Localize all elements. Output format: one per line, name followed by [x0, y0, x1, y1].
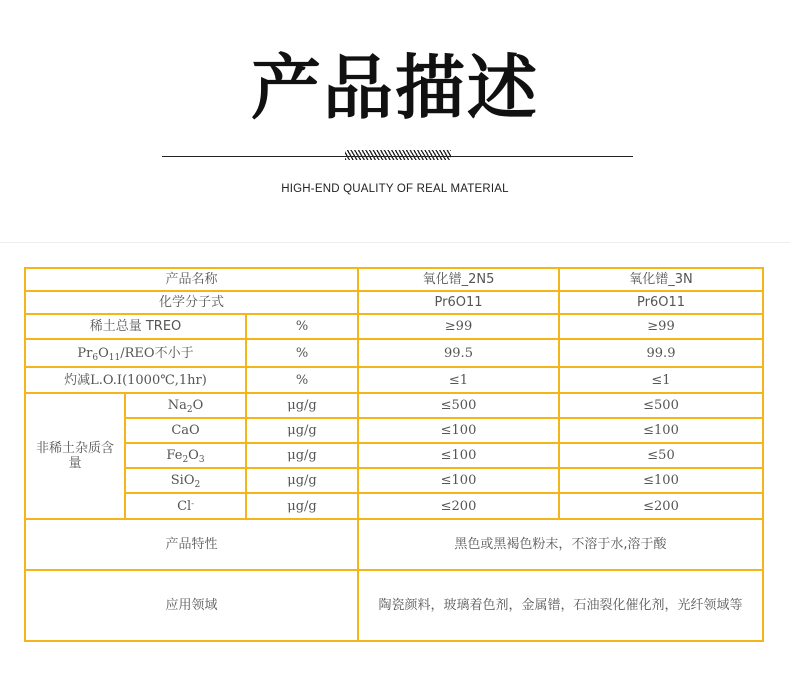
cell-formula-label: 化学分子式 [25, 291, 358, 314]
cell-formula-1: Pr6O11 [358, 291, 559, 314]
table-row-impurity [25, 418, 763, 443]
cell-impurity-unit: μg/g [246, 443, 358, 468]
cell-ratio-unit: % [246, 339, 358, 367]
cell-impurity-unit: μg/g [246, 493, 358, 519]
cell-loi-v2: ≤1 [559, 367, 763, 393]
cell-product-1: 氧化镨_2N5 [358, 268, 559, 291]
cell-treo-label: 稀土总量 TREO [25, 314, 246, 339]
cell-application-label: 应用领域 [25, 570, 358, 641]
cell-impurity-name: SiO$_2$ [125, 468, 246, 493]
spec-table [24, 267, 764, 642]
cell-impurity-v2: ≤50 [559, 443, 763, 468]
cell-impurity-v1: ≤100 [358, 418, 559, 443]
table-row-treo [25, 314, 763, 339]
cell-impurity-unit: μg/g [246, 418, 358, 443]
cell-ratio-v1: 99.5 [358, 339, 559, 367]
cell-ratio-label [25, 339, 246, 367]
cell-impurity-unit: μg/g [246, 468, 358, 493]
table-row-ratio [25, 339, 763, 367]
cell-impurity-name: Cl- [125, 493, 246, 519]
cell-impurity-v2: ≤200 [559, 493, 763, 519]
table-row-application [25, 570, 763, 641]
ratio-label-sub2: 11 [108, 352, 121, 363]
table-row-impurity [25, 468, 763, 493]
cell-impurity-v1: ≤100 [358, 468, 559, 493]
cell-loi-unit: % [246, 367, 358, 393]
cell-impurity-v1: ≤200 [358, 493, 559, 519]
cell-loi-label: 灼减L.O.I(1000℃,1hr) [25, 367, 246, 393]
table-row-loi [25, 367, 763, 393]
cell-impurity-unit: μg/g [246, 393, 358, 418]
cell-impurity-v2: ≤500 [559, 393, 763, 418]
cell-treo-v2: ≥99 [559, 314, 763, 339]
page-subtitle: HIGH-END QUALITY OF REAL MATERIAL [281, 183, 509, 195]
table-row-impurity [25, 443, 763, 468]
cell-impurity-name: $Na_2O$ [125, 393, 246, 418]
cell-property-label: 产品特性 [25, 519, 358, 570]
cell-impurity-v2: ≤100 [559, 468, 763, 493]
title-rule-hatch [345, 150, 451, 160]
cell-name-label: 产品名称 [25, 268, 358, 291]
cell-treo-unit: % [246, 314, 358, 339]
cell-impurity-name: CaO [125, 418, 246, 443]
cell-application-value: 陶瓷颜料，玻璃着色剂，金属镨，石油裂化催化剂，光纤领域等 [358, 570, 763, 641]
cell-impurity-v1: ≤100 [358, 443, 559, 468]
cell-formula-2: Pr6O11 [559, 291, 763, 314]
cell-impurity-v2: ≤100 [559, 418, 763, 443]
ratio-label-post: /REO不小于 [120, 345, 194, 361]
cell-impurity-label: 非稀土杂质含量 [25, 393, 125, 519]
section-divider [0, 242, 790, 243]
table-row-product-name [25, 268, 763, 291]
ratio-label-mid: O [98, 345, 109, 361]
ratio-label-pre: Pr [77, 345, 93, 361]
cell-product-2: 氧化镨_3N [559, 268, 763, 291]
page-title: 产品描述 [251, 47, 539, 129]
table-row-impurity [25, 493, 763, 519]
ratio-label-sub1: 6 [92, 352, 99, 363]
cell-impurity-name: $Fe_2O_3$ [125, 443, 246, 468]
cell-treo-v1: ≥99 [358, 314, 559, 339]
cell-property-value: 黑色或黑褐色粉末，不溶于水,溶于酸 [358, 519, 763, 570]
table-row-property [25, 519, 763, 570]
table-row-formula [25, 291, 763, 314]
table-row-impurity [25, 393, 763, 418]
cell-ratio-v2: 99.9 [559, 339, 763, 367]
cell-impurity-v1: ≤500 [358, 393, 559, 418]
cell-loi-v1: ≤1 [358, 367, 559, 393]
